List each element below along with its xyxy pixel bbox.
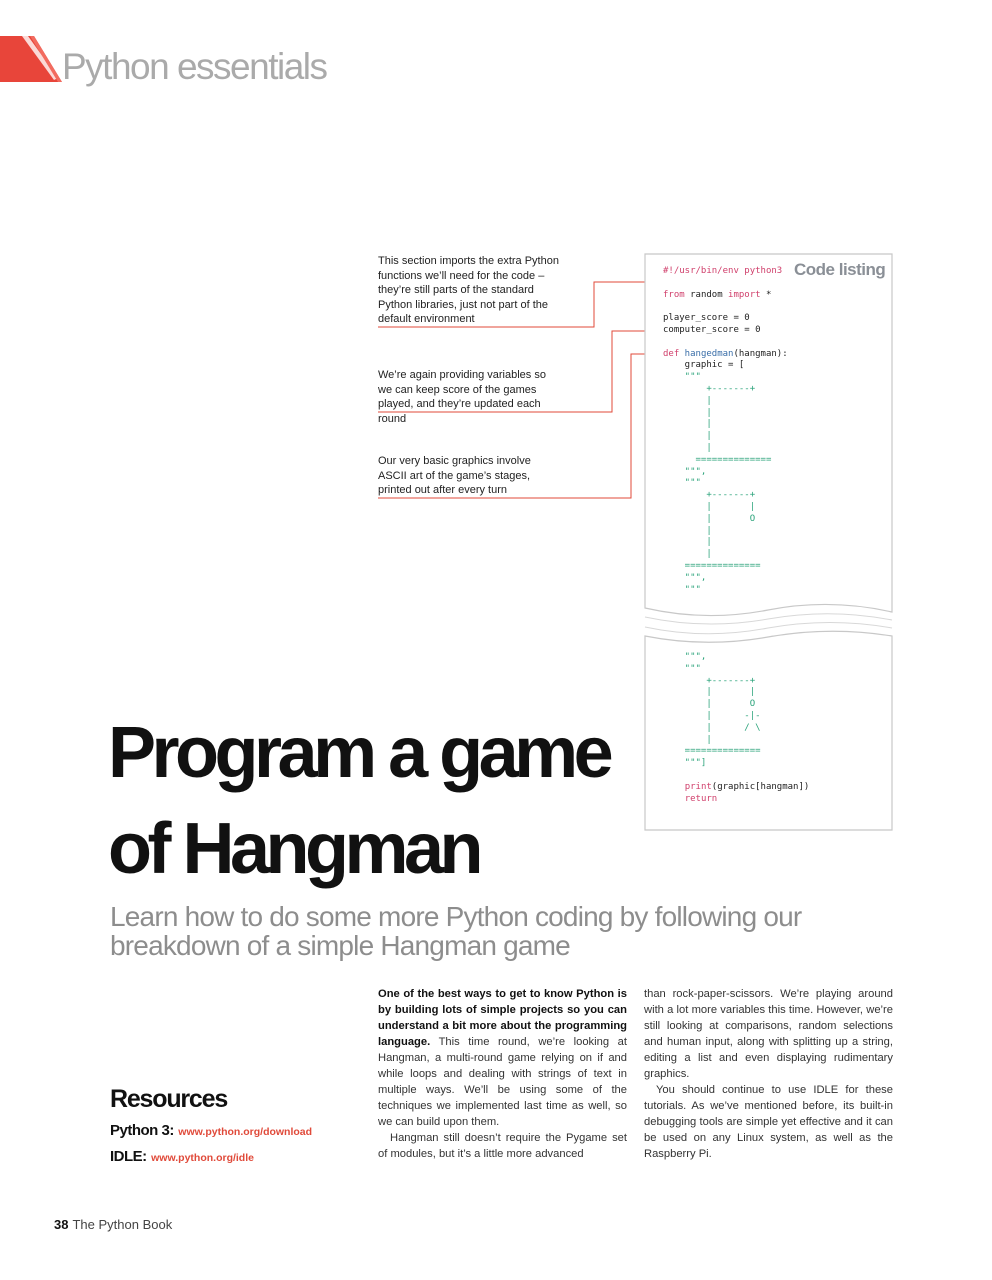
annotation-graphics: Our very basic graphics involve ASCII art of the game’s stages, printed out after every turn: [378, 455, 531, 497]
code-function-name: hangedman: [679, 348, 734, 359]
page-number: 38: [54, 1217, 69, 1232]
annotation-variables: We’re again providing variables so we can keep score of the games played, and they’re updated each round: [378, 369, 546, 425]
code-keyword-return: return: [684, 793, 718, 804]
resource-item-python: [110, 1122, 312, 1140]
section-title: Python essentials: [62, 46, 327, 87]
code-keyword-import: import: [728, 289, 761, 300]
code-player-score: player_score = 0: [663, 313, 750, 324]
code-listing-label: Code listing: [794, 260, 886, 279]
resource-link-python[interactable]: www.python.org/download: [178, 1126, 313, 1138]
publication-name: The Python Book: [72, 1217, 173, 1232]
code-ascii-stage-last: """, """ +-------+ | | | O | -|- | / \ | ============== """]: [684, 652, 761, 769]
code-computer-score: computer_score = 0: [663, 324, 761, 335]
code-shebang: #!/usr/bin/env python3: [663, 266, 783, 276]
headline-line-2: of Hangman: [108, 809, 480, 889]
code-block-part2: [663, 652, 809, 805]
annotation-imports: This section imports the extra Python functions we’ll need for the code – they’re still parts of the standard Python libraries, just not part of the default environment: [378, 255, 559, 326]
code-import-star: *: [760, 289, 772, 300]
code-module: random: [684, 289, 729, 300]
para1-text: This time round, we’re looking at Hangman, a multi-round game relying on if and while loops and dealing with strings of text in multiple ways. We’ll be using some of the techniques we implemented last time as well, so we can build upon them.: [378, 1036, 627, 1128]
standfirst: Learn how to do some more Python coding by following our breakdown of a simple Hangman game: [110, 901, 802, 961]
code-ascii-stage-1: """ +-------+ | | | | | ============== """, """: [684, 372, 772, 489]
resource-link-idle[interactable]: www.python.org/idle: [151, 1152, 254, 1164]
resource-name: Python 3:: [110, 1122, 174, 1139]
body-column-1: [378, 986, 627, 1162]
page-title: [108, 705, 609, 897]
code-print-args: (graphic[hangman]): [711, 781, 810, 792]
code-keyword-def: def: [663, 348, 680, 359]
resource-name: IDLE:: [110, 1148, 147, 1165]
body-column-2: [644, 986, 893, 1162]
code-ascii-stage-2: +-------+ | | | O | | | ============== """, """: [684, 490, 761, 595]
body-paragraph-2: Hangman still doesn’t require the Pygame set of modules, but it’s a little more advanced: [378, 1132, 627, 1160]
resources-box: [110, 1085, 312, 1166]
resources-heading: Resources: [110, 1085, 228, 1113]
code-block-part1: [663, 266, 788, 596]
code-keyword-print: print: [684, 781, 712, 792]
body-paragraph-3: than rock-paper-scissors. We’re playing around with a lot more variables this time. However, we’re still looking at comparisons, random selections and human input, along with splitting up a string, editing a list and even displaying rudimentary graphics.: [644, 988, 893, 1080]
intro-bold: One of the best ways to get to know Python is by building lots of simple projects so you can understand a bit more about the programming language.: [378, 988, 627, 1048]
code-graphic-open: graphic = [: [663, 360, 745, 371]
code-function-args: (hangman):: [733, 348, 788, 359]
page-footer: [54, 1217, 172, 1232]
body-paragraph-1: [378, 986, 627, 1130]
code-keyword-from: from: [663, 289, 685, 300]
resource-item-idle: [110, 1148, 312, 1166]
headline-line-1: Program a game: [108, 713, 610, 793]
body-paragraph-4: You should continue to use IDLE for these tutorials. As we’ve mentioned before, its built-in debugging tools are simple yet effective and it can be used on any Linux system, as well as the Raspberry Pi.: [644, 1084, 893, 1160]
